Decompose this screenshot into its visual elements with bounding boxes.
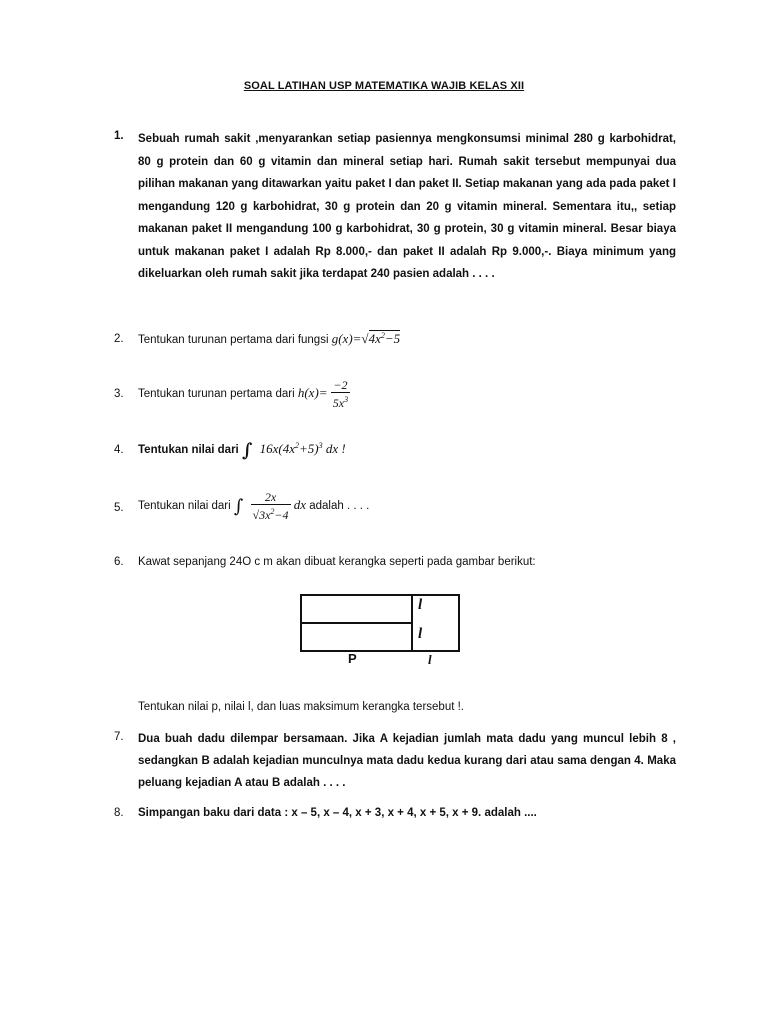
question-2-formula [332,330,400,346]
question-5 [138,490,369,522]
question-2-number: 2. [114,333,124,345]
exponent: 3 [318,441,323,450]
question-5-text: Tentukan nilai dari [138,500,231,513]
denominator-term: √3x [252,508,271,522]
question-3-fraction [331,378,350,410]
frame-diagram [300,594,470,664]
denominator-constant: −4 [274,508,289,522]
label-l-top: l [418,597,423,613]
question-6-followup: Tentukan nilai p, nilai l, dan luas maksimum kerangka tersebut !. [138,701,464,713]
function-name: g(x)= [331,331,362,346]
question-5-number: 5. [114,502,124,514]
denominator-term: 5x [332,396,345,410]
label-p: P [348,651,357,666]
exponent: 3 [344,395,349,404]
question-3-fn: h(x)= [297,385,328,401]
integral-sign: ∫ [233,496,244,518]
question-5-fraction [251,490,291,522]
question-4-text: Tentukan nilai dari [138,444,239,456]
integrand-part-a: 16x(4x [259,441,295,456]
question-4 [138,440,346,461]
question-2 [138,331,400,347]
question-7-number: 7. [114,731,124,743]
question-4-number: 4. [114,444,124,456]
question-3-text: Tentukan turunan pertama dari [138,388,295,401]
fraction-numerator: −2 [331,378,350,393]
exponent: 2 [270,507,275,516]
question-5-suffix: adalah . . . . [309,500,370,513]
integrand-dx: dx ! [325,441,346,456]
question-3-number: 3. [114,388,124,400]
exponent: 2 [294,441,299,450]
page-title: SOAL LATIHAN USP MATEMATIKA WAJIB KELAS XII [243,80,525,92]
question-6-text: Kawat sepanjang 24O c m akan dibuat kerangka seperti pada gambar berikut: [138,556,536,568]
question-4-integrand [260,441,346,456]
exponent: 2 [380,331,385,340]
fraction-numerator: 2x [251,490,291,505]
radicand [369,330,401,346]
sqrt-sign: √ [361,331,369,346]
question-3 [138,378,350,410]
radicand-term: 4x [368,331,381,346]
question-1-number: 1. [114,130,124,142]
question-7-text: Dua buah dadu dilempar bersamaan. Jika A kejadian jumlah mata dadu yang muncul lebih 8 , sedangkan B adalah kejadian munculnya mata dadu kedua kurang dari atau sama dengan 4. Maka peluang kejadian A atau B adalah . . . . [138,733,676,789]
radicand-constant: −5 [384,331,401,346]
integrand-part-b: +5) [298,441,319,456]
fraction-denominator [251,505,291,522]
question-8-number: 8. [114,807,124,819]
question-8-text: Simpangan baku dari data : x – 5, x – 4, x + 3, x + 4, x + 5, x + 9. adalah .... [138,807,537,819]
frame-figure [300,594,470,669]
label-l-bottom: l [428,652,432,667]
question-6-number: 6. [114,556,124,568]
label-l-middle: l [418,626,423,642]
integral-sign: ∫ [241,440,253,461]
fraction-denominator [331,393,350,410]
question-5-dx: dx [293,497,307,513]
question-1-text: Sebuah rumah sakit ,menyarankan setiap pasiennya mengkonsumsi minimal 280 g karbohidrat, 80 g protein dan 60 g vitamin dan mineral setiap hari. Rumah sakit tersebut mempunyai dua pilihan makanan yang ditawarkan yaitu paket I dan paket II. Setiap makanan yang ada pada paket I mengandung 120 g karbohidrat, 30 g protein dan 20 g vitamin mineral. Sementara itu,, setiap makanan paket II mengandung 100 g karbohidrat, 30 g protein, 30 g vitamin mineral. Besar biaya untuk makanan paket I adalah Rp 8.000,- dan paket II adalah Rp 9.000,-. Biaya minimum yang dikeluarkan oleh rumah sakit jika terdapat 240 pasien adalah . . . . [138,133,676,280]
question-2-text: Tentukan turunan pertama dari fungsi [138,334,329,346]
